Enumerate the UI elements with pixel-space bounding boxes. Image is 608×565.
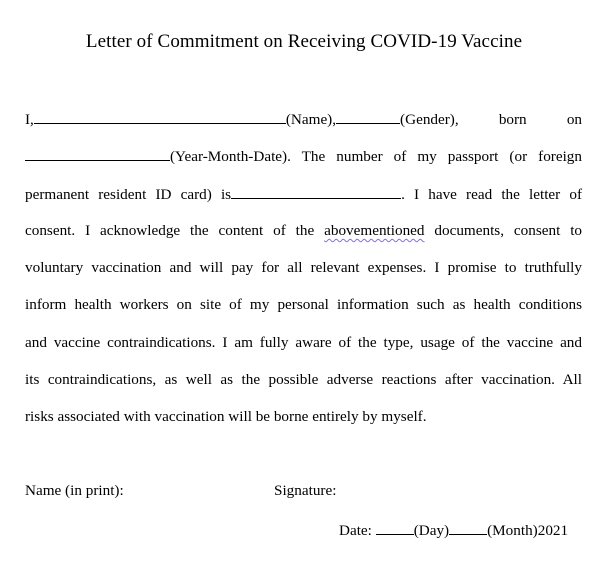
born-text: born (498, 111, 527, 128)
date-label: Date: (339, 522, 372, 539)
body-line-3 (25, 184, 582, 204)
day-label: (Day) (413, 522, 450, 539)
name-label: (Name), (285, 111, 337, 128)
id-card-text: permanent resident ID card) is (25, 186, 232, 203)
body-line-9: risks associated with vaccination will be borne entirely by myself. (25, 408, 427, 425)
body-line-5: voluntary vaccination and will pay for all relevant expenses. I promise to truthfully (25, 259, 582, 276)
body-line-2 (25, 146, 582, 166)
name-in-print-label: Name (in print): (25, 482, 124, 499)
signature-label: Signature: (274, 482, 337, 499)
gender-blank[interactable] (336, 109, 400, 124)
day-blank[interactable] (376, 520, 414, 535)
passport-number-blank[interactable] (231, 184, 401, 199)
body-line-1 (25, 109, 582, 129)
name-blank[interactable] (34, 109, 286, 124)
body-line-4 (25, 221, 582, 241)
body-line-8: its contraindications, as well as the possible adverse reactions after vaccination. All (25, 371, 582, 388)
body-line-7: and vaccine contraindications. I am fully aware of the type, usage of the vaccine and (25, 334, 582, 351)
date-row (339, 520, 568, 540)
acknowledge-text: consent. I acknowledge the content of the (25, 222, 315, 239)
consent-text: documents, consent to (434, 222, 583, 239)
gender-label: (Gender), (400, 111, 459, 128)
document-title: Letter of Commitment on Receiving COVID-19 Vaccine (85, 31, 523, 52)
birthdate-label: (Year-Month-Date). (170, 148, 291, 165)
read-letter-text: . I have read the letter of (401, 186, 582, 203)
intro-text: I, (25, 111, 34, 128)
body-line-6: inform health workers on site of my personal information such as health conditions (25, 296, 582, 313)
month-blank[interactable] (449, 520, 487, 535)
spellcheck-word: abovementioned (324, 222, 425, 239)
passport-text: The number of my passport (or foreign (301, 148, 582, 165)
on-text: on (566, 111, 582, 128)
month-label: (Month)2021 (487, 522, 569, 539)
birthdate-blank[interactable] (25, 146, 170, 161)
